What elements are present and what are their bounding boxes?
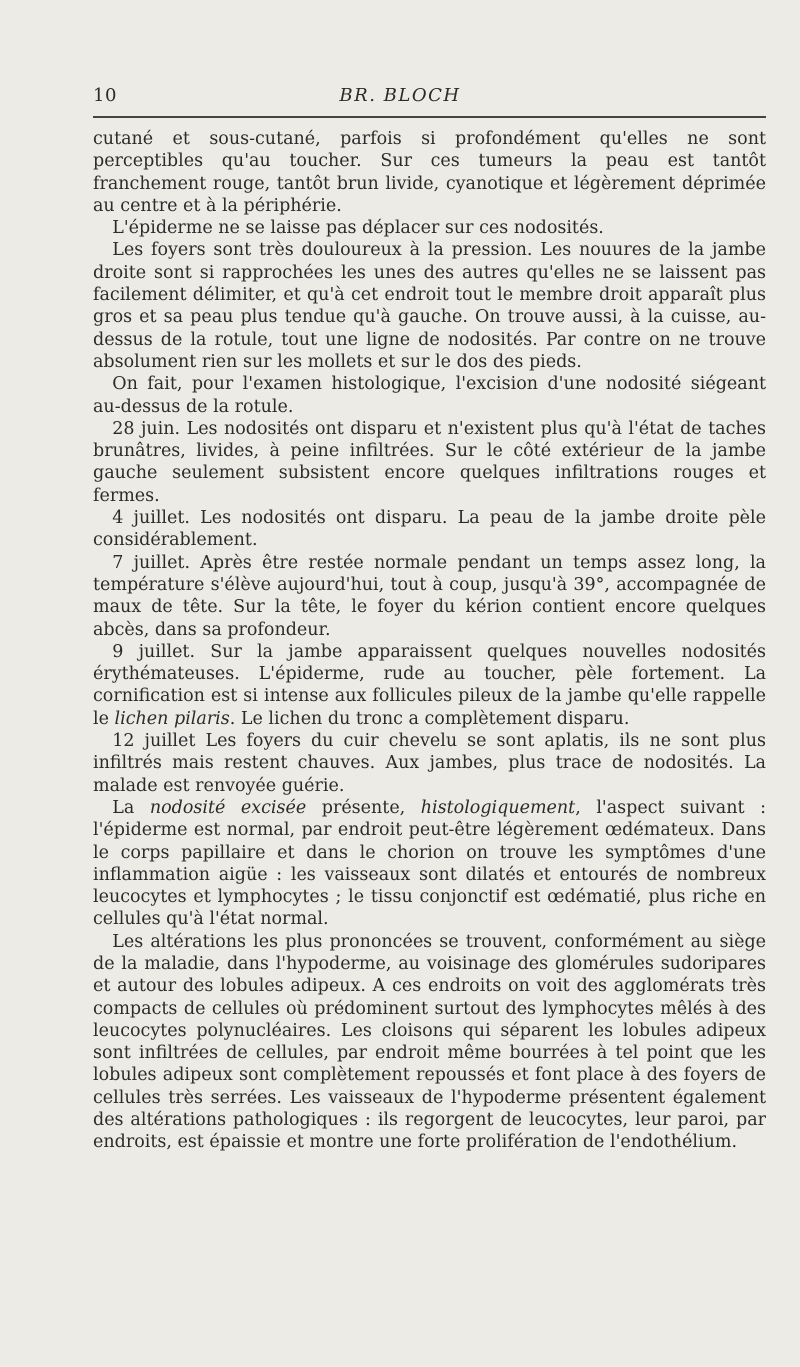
body-text [93, 128, 766, 1154]
paragraph: 4 juillet. Les nodosités ont disparu. La peau de la jambe droite pèle considérablement. [93, 508, 766, 551]
paragraph: L'épiderme ne se laisse pas déplacer sur ces nodosités. [112, 218, 604, 239]
text-run: 9 juillet. Sur la jambe apparaissent quelques nouvelles nodosités érythémateuses. L'épiderme, rude au toucher, pèle fortement. La cornification est si intense aux follicules pileux de la jambe qu'elle rappelle le [93, 641, 766, 729]
paragraph: 28 juin. Les nodosités ont disparu et n'existent plus qu'à l'état de taches brunâtres, livides, à peine infiltrées. Sur le côté extérieur de la jambe gauche seulement subsistent encore quelques infiltrations rouges et fermes. [93, 418, 766, 506]
paragraph: 12 juillet Les foyers du cuir chevelu se sont aplatis, ils ne sont plus infiltrés mais restent chauves. Aux jambes, plus trace de nodosités. La malade est renvoyée guérie. [93, 731, 766, 796]
paragraph [93, 797, 766, 931]
page-number: 10 [93, 85, 117, 106]
italic-term: histologiquement [420, 797, 576, 818]
running-head: BR. BLOCH [339, 85, 461, 106]
text-run: présente, [306, 797, 421, 818]
text-run: , l'aspect suivant : l'épiderme est normal, par endroit peut-être légèrement œdémateux. Dans le corps papillaire et dans le chorion on trouve les symptômes d'une inflammation aigüe : les vaisseaux sont dilatés et entourés de nombreux leucocytes et lymphocytes ; le tissu conjonctif est œdématié, plus riche en cellules qu'à l'état normal. [93, 797, 766, 930]
italic-term: lichen pilaris [114, 708, 230, 729]
paragraph: 7 juillet. Après être restée normale pendant un temps assez long, la température s'élève aujourd'hui, tout à coup, jusqu'à 39°, accompagnée de maux de tête. Sur la tête, le foyer du kérion contient encore quelques abcès, dans sa profondeur. [93, 552, 766, 640]
paragraph [93, 641, 766, 730]
italic-term: nodosité excisée [149, 797, 307, 818]
paragraph: Les foyers sont très douloureux à la pression. Les nouures de la jambe droite sont si rapprochées les unes des autres qu'elles ne se laissent pas facilement délimiter, et qu'à cet endroit tout le membre droit apparaît plus gros et sa peau plus tendue qu'à gauche. On trouve aussi, à la cuisse, au-dessus de la rotule, tout une ligne de nodosités. Par contre on ne trouve absolument rien sur les mollets et sur le dos des pieds. [93, 240, 766, 372]
header-rule [93, 116, 766, 118]
text-run: La [112, 797, 150, 818]
paragraph: cutané et sous-cutané, parfois si profondément qu'elles ne sont perceptibles qu'au toucher. Sur ces tumeurs la peau est tantôt franchement rouge, tantôt brun livide, cyanotique et légèrement déprimée au centre et à la périphérie. [93, 129, 766, 216]
text-run: . Le lichen du tronc a complètement disparu. [229, 708, 630, 729]
paragraph: Les altérations les plus prononcées se trouvent, conformément au siège de la maladie, dans l'hypoderme, au voisinage des glomérules sudoripares et autour des lobules adipeux. A ces endroits on voit des agglomérats très compacts de cellules où prédominent surtout des lymphocytes mêlés à des leucocytes polynucléaires. Les cloisons qui séparent les lobules adipeux sont infiltrées de cellules, par endroit même bourrées à tel point que les lobules adipeux sont complètement repoussés et font place à des foyers de cellules très serrées. Les vaisseaux de l'hypoderme présentent également des altérations pathologiques : ils regorgent de leucocytes, leur paroi, par endroits, est épaissie et montre une forte prolifération de l'endothélium. [93, 931, 766, 1153]
paragraph: On fait, pour l'examen histologique, l'excision d'une nodosité siégeant au-dessus de la rotule. [93, 374, 766, 417]
